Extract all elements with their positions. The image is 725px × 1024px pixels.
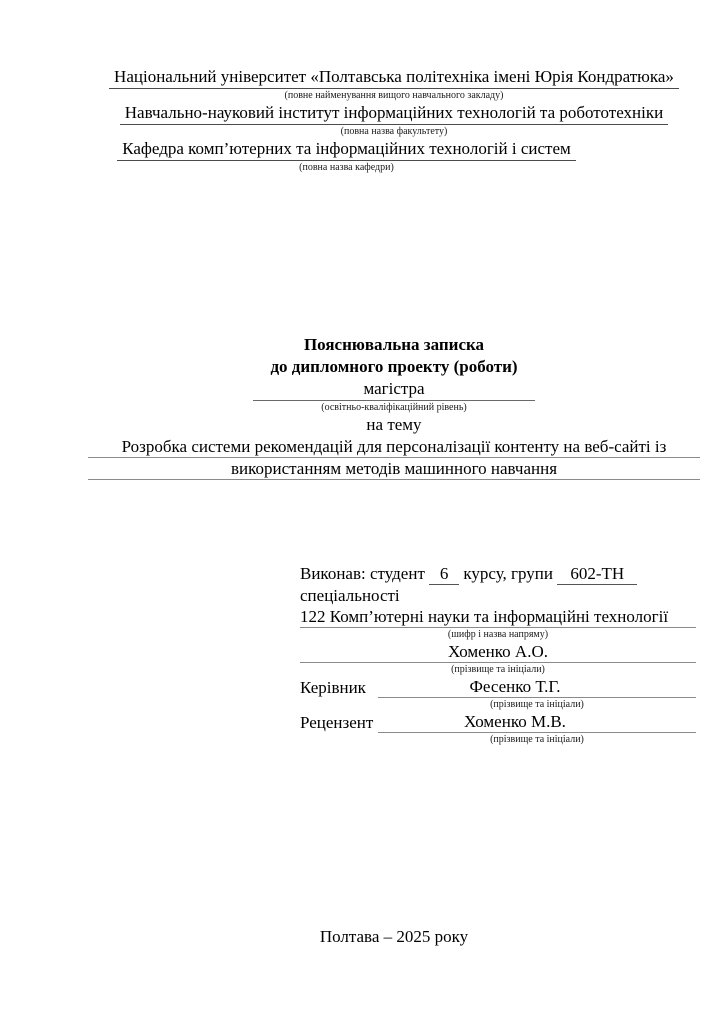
university-name-row [88,66,700,89]
city-year-line: Полтава – 2025 року [319,927,469,946]
group-value: 602-ТН [557,563,637,585]
specialty-value: 122 Комп’ютерні науки та інформаційні технології [300,606,696,628]
reviewer-label: Рецензент [300,713,374,732]
topic-line1: Розробка системи рекомендацій для персоналізації контенту на веб-сайті із [88,436,700,458]
institute-caption: (повна назва факультету) [340,126,448,137]
reviewer-name: Хоменко М.В. [464,712,566,731]
degree-row [88,378,700,401]
topic-label: на тему [366,415,422,434]
student-name-row [300,641,696,663]
doc-title-line2: до дипломного проекту (роботи) [270,357,518,376]
performed-row [300,563,696,585]
executor-block [300,563,696,746]
institute-name: Навчально-науковий інститут інформаційних технологій та робототехніки [120,102,668,125]
course-value: 6 [429,563,459,585]
university-name: Національний університет «Полтавська політехніка імені Юрія Кондратюка» [109,66,679,89]
doc-title-line1: Пояснювальна записка [303,335,485,354]
topic-line2: використанням методів машинного навчання [88,458,700,480]
specialty-label: спеціальності [300,586,400,605]
supervisor-caption: (прізвище та ініціали) [490,699,584,710]
reviewer-caption: (прізвище та ініціали) [490,734,584,745]
department-name-row [88,138,605,161]
reviewer-signature-line [378,711,696,733]
supervisor-label: Керівник [300,678,366,697]
supervisor-row [300,676,696,698]
student-name: Хоменко А.О. [448,642,548,661]
university-caption: (повне найменування вищого навчального закладу) [284,90,504,101]
degree-caption: (освітньо-кваліфікаційний рівень) [321,402,467,413]
performed-middle: курсу, групи [463,564,553,583]
degree-value: магістра [253,378,535,401]
reviewer-row [300,711,696,733]
header-block [88,66,700,174]
student-name-caption: (прізвище та ініціали) [451,664,545,675]
title-block [88,334,700,480]
department-caption: (повна назва кафедри) [299,162,394,173]
department-name: Кафедра комп’ютерних та інформаційних технологій і систем [117,138,576,161]
supervisor-name: Фесенко Т.Г. [469,677,561,696]
supervisor-signature-line [378,676,696,698]
performed-prefix: Виконав: студент [300,564,425,583]
specialty-caption: (шифр і назва напряму) [447,629,549,640]
institute-name-row [88,102,700,125]
